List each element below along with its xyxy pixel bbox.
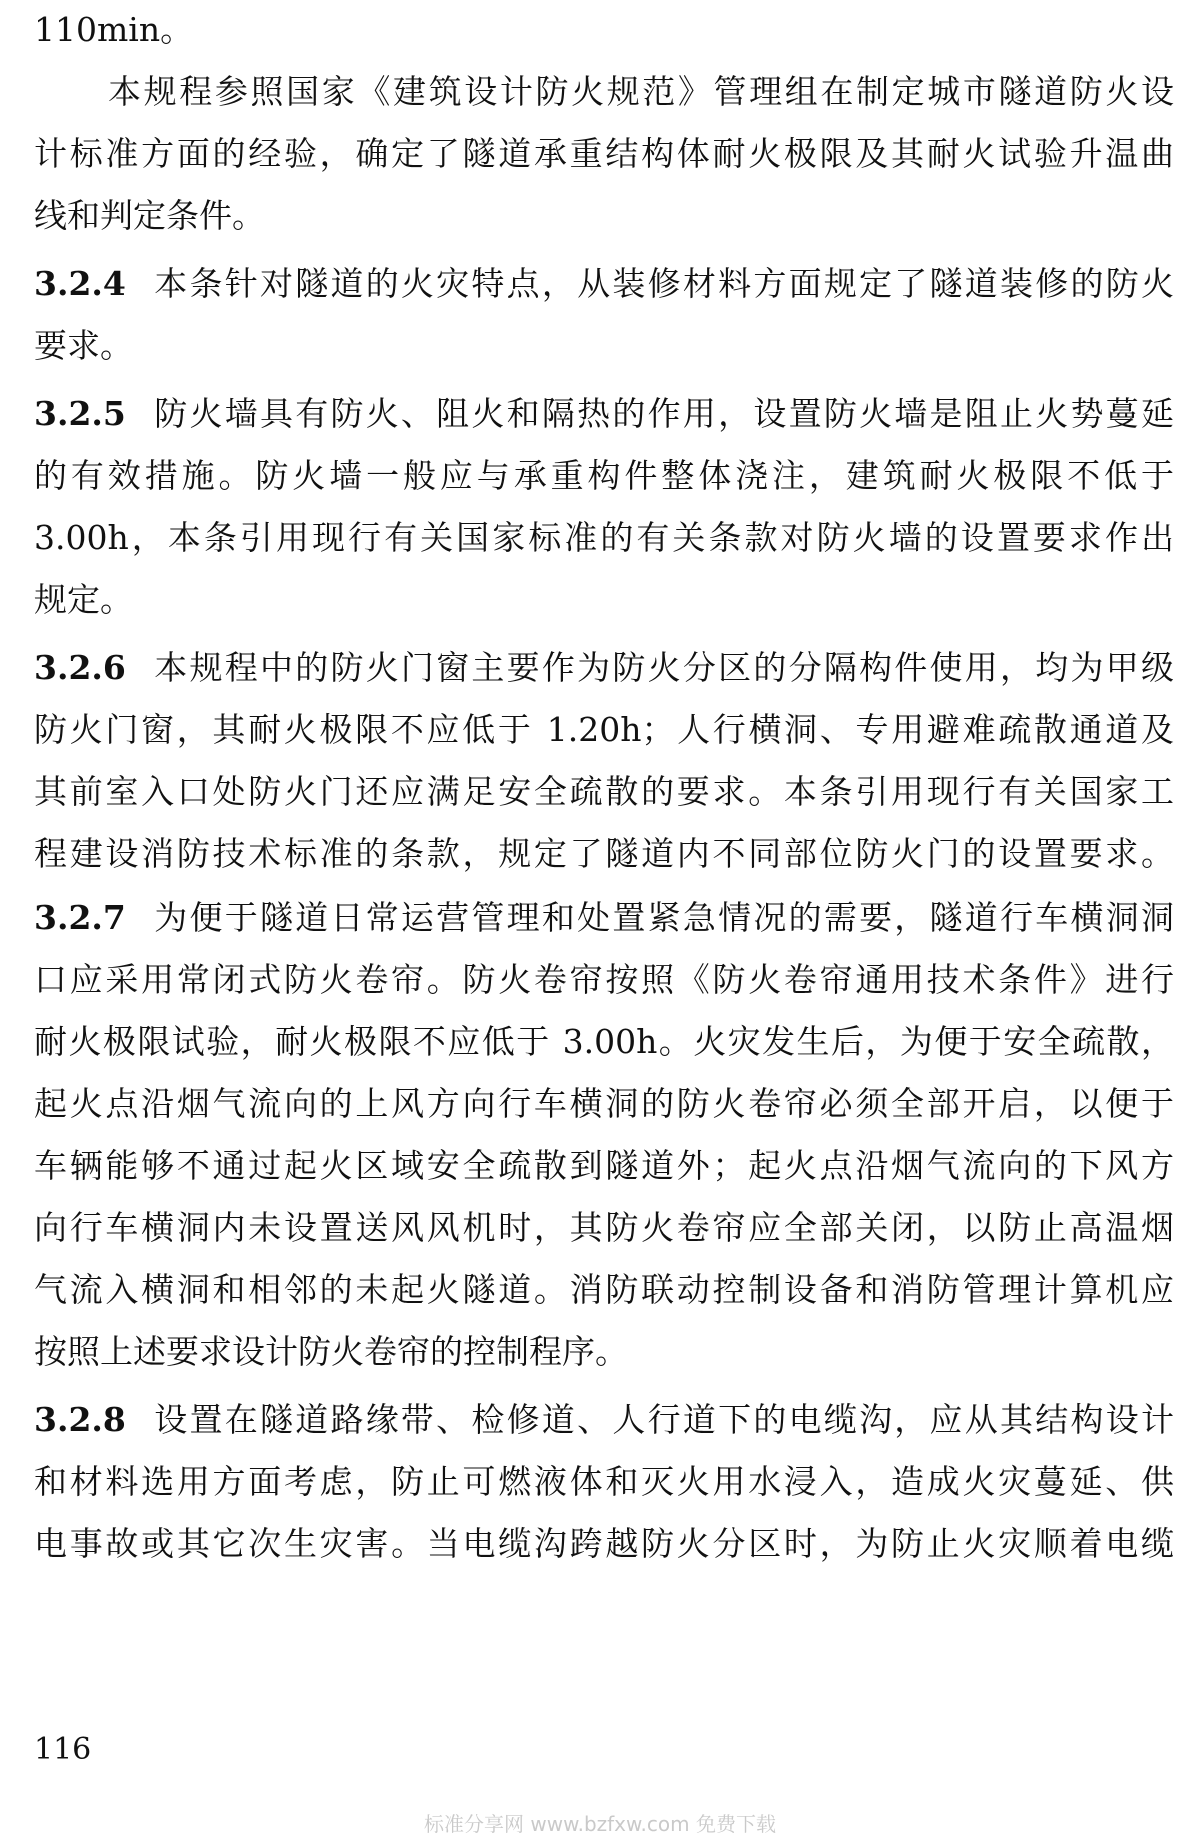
paragraph-line: 按照上述要求设计防火卷帘的控制程序。 <box>34 1332 628 1371</box>
section-3-2-8-first-line <box>34 1398 1174 1442</box>
paragraph-line: 的有效措施。防火墙一般应与承重构件整体浇注，建筑耐火极限不低于 <box>34 456 1174 495</box>
paragraph-line: 防火门窗，其耐火极限不应低于 1.20h；人行横洞、专用避难疏散通道及 <box>34 710 1174 749</box>
paragraph-line: 计标准方面的经验，确定了隧道承重结构体耐火极限及其耐火试验升温曲 <box>34 134 1174 173</box>
paragraph-line: 气流入横洞和相邻的未起火隧道。消防联动控制设备和消防管理计算机应 <box>34 1270 1174 1309</box>
paragraph-line: 程建设消防技术标准的条款，规定了隧道内不同部位防火门的设置要求。 <box>34 834 1174 873</box>
section-3-2-4-first-line <box>34 262 1174 306</box>
section-text: 设置在隧道路缘带、检修道、人行道下的电缆沟，应从其结构设计 <box>152 1400 1174 1439</box>
paragraph-line: 起火点沿烟气流向的上风方向行车横洞的防火卷帘必须全部开启，以便于 <box>34 1084 1174 1123</box>
section-text: 本规程中的防火门窗主要作为防火分区的分隔构件使用，均为甲级 <box>152 648 1174 687</box>
section-3-2-5-first-line <box>34 392 1174 436</box>
paragraph-line: 3.00h，本条引用现行有关国家标准的有关条款对防火墙的设置要求作出 <box>34 518 1174 557</box>
paragraph-line: 线和判定条件。 <box>34 196 265 235</box>
paragraph-line: 电事故或其它次生灾害。当电缆沟跨越防火分区时，为防止火灾顺着电缆 <box>34 1524 1174 1563</box>
section-number: 3.2.4 <box>34 264 126 303</box>
section-number: 3.2.7 <box>34 898 126 937</box>
section-number: 3.2.6 <box>34 648 126 687</box>
section-3-2-6-first-line <box>34 646 1174 690</box>
paragraph-line: 和材料选用方面考虑，防止可燃液体和灭火用水浸入，造成火灾蔓延、供 <box>34 1462 1174 1501</box>
paragraph-line: 要求。 <box>34 326 133 365</box>
section-text: 为便于隧道日常运营管理和处置紧急情况的需要，隧道行车横洞洞 <box>152 898 1174 937</box>
section-number: 3.2.5 <box>34 394 126 433</box>
paragraph-line: 其前室入口处防火门还应满足安全疏散的要求。本条引用现行有关国家工 <box>34 772 1174 811</box>
watermark: 标准分享网 www.bzfxw.com 免费下载 <box>424 1812 776 1836</box>
section-text: 防火墙具有防火、阻火和隔热的作用，设置防火墙是阻止火势蔓延 <box>152 394 1174 433</box>
page-number: 116 <box>34 1732 92 1767</box>
section-text: 本条针对隧道的火灾特点，从装修材料方面规定了隧道装修的防火 <box>152 264 1174 303</box>
paragraph-line: 车辆能够不通过起火区域安全疏散到隧道外；起火点沿烟气流向的下风方 <box>34 1146 1174 1185</box>
paragraph-line: 耐火极限试验，耐火极限不应低于 3.00h。火灾发生后，为便于安全疏散， <box>34 1022 1174 1061</box>
paragraph-line: 规定。 <box>34 580 133 619</box>
section-number: 3.2.8 <box>34 1400 126 1439</box>
section-3-2-7-first-line <box>34 896 1174 940</box>
continued-line: 110min。 <box>34 10 194 49</box>
paragraph-line: 口应采用常闭式防火卷帘。防火卷帘按照《防火卷帘通用技术条件》进行 <box>34 960 1174 999</box>
paragraph-line: 向行车横洞内未设置送风风机时，其防火卷帘应全部关闭，以防止高温烟 <box>34 1208 1174 1247</box>
paragraph-line: 本规程参照国家《建筑设计防火规范》管理组在制定城市隧道防火设 <box>108 72 1174 111</box>
